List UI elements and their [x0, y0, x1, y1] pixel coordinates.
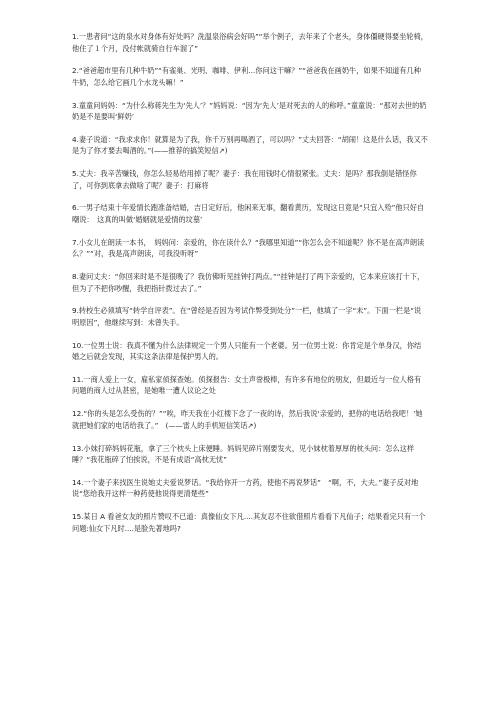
joke-paragraph-14: 14.一个妻子来找医生说她丈夫爱说梦话。“我给你开一方药，使他不再说梦话” “啊，不，大夫。”妻子反对地说“您给我开这样一种药使他说得更清楚些”: [72, 477, 419, 499]
joke-paragraph-4: 4.妻子说道：“我求求你！就算是为了我，你千万别再喝酒了，可以吗？”丈夫回答：“胡闹！这是什么话，我又不是为了你才要去喝酒的。”(——推荐的搞笑短信↗): [72, 134, 428, 156]
joke-paragraph-8: 8.妻问丈夫：“你回来时是不是很晚了？我仿佛听见挂钟打两点。”“挂钟是打了两下亲爱的，它本来应该打十下，但为了不把你吵醒，我把指针拨过去了。”: [72, 272, 425, 293]
joke-paragraph-9: 9.转校生必须填写“转学自评表”。在“曾经是否因为考试作弊受到处分”一栏，他填了一字“未”。下面一栏是“说明原因”，他继续写到：未曾失手。: [72, 306, 422, 327]
joke-paragraph-5: 5.丈夫：我辛苦赚钱，你怎么轻易给用掉了呢？妻子：我在用钱时心情很紧张。丈夫：是吗？那我倒是错怪你了，可你到底拿去做啥了呢？妻子：打麻将: [72, 169, 417, 190]
joke-paragraph-12: 12.“你的头是怎么受伤的？”“唉，昨天我在小红楼下念了一夜的诗，然后我说‘亲爱的，把你的电话给我吧！’她就把她们家的电话给我了。” (——雷人的手机短信笑话↗): [72, 409, 423, 430]
joke-paragraph-13: 13.小妹打碎妈妈花瓶，拿了三个枕头上床便睡。妈妈见碎片刚要发火，见小妹枕着厚厚的枕头问：怎么这样睡？“我花瓶碎了怕挨说，不是有成语“高枕无忧”: [72, 443, 415, 465]
joke-paragraph-2: 2.“爸爸超市里有几种牛奶”“有雀巢、光明、咖啡、伊利…你问这干嘛？”“爸爸我在画奶牛，如果不知道有几种牛奶，怎么给它画几个水龙头嘛！”: [72, 66, 421, 87]
joke-paragraph-3: 3.童童问妈妈：“为什么称蒋先生为‘先人’？”妈妈说：“因为‘先人’是对死去的人的称呼。”童童说：“那对去世的奶奶是不是要叫‘鲜奶’: [72, 100, 427, 122]
joke-paragraph-15: 15.某日 A 看爸女友的照片赞叹不已道：真像仙女下凡....其友忍不住欲借照片看看下凡仙子；结果看完只有一个问题:仙女下凡时....是脸先著地吗?: [72, 512, 426, 533]
joke-paragraph-7: 7.小女儿在朗读一本书， 妈妈问：亲爱的，你在读什么？“我哪里知道”“你怎么会不知道呢？你不是在高声朗读么？”“对，我是高声朗读，可我没听呀”: [72, 237, 425, 259]
joke-paragraph-11: 11.一商人爱上一女，雇私家侦探查她。侦探报告：女士声誉极棒，有许多有地位的朋友，但最近与一位人格有问题的商人过从甚密，是她唯一遭人议论之处: [72, 374, 422, 396]
document-page: [72, 31, 428, 534]
joke-paragraph-10: 10.一位男士说：我真不懂为什么法律规定一个男人只能有一个老婆。另一位男士说：你肯定是个单身汉，你结婚之后就会发现，其实这条法律是保护男人的。: [72, 340, 422, 362]
joke-paragraph-6: 6.一男子结束十年爱情长跑准备结婚，吉日定好后，他闲来无事，翻看黄历，发现这日竟是“只宜入殓”他只好自嘲说： 这真的叫做‘婚姻就是爱情的坟墓’: [72, 203, 425, 224]
joke-paragraph-1: 1.一患者问“这的泉水对身体有好处吗？洗温泉浴病会好吗”“举个例子，去年来了个老头，身体僵硬得要坐轮椅，他住了１个月，没付帐就骑自行车溜了”: [72, 32, 428, 53]
